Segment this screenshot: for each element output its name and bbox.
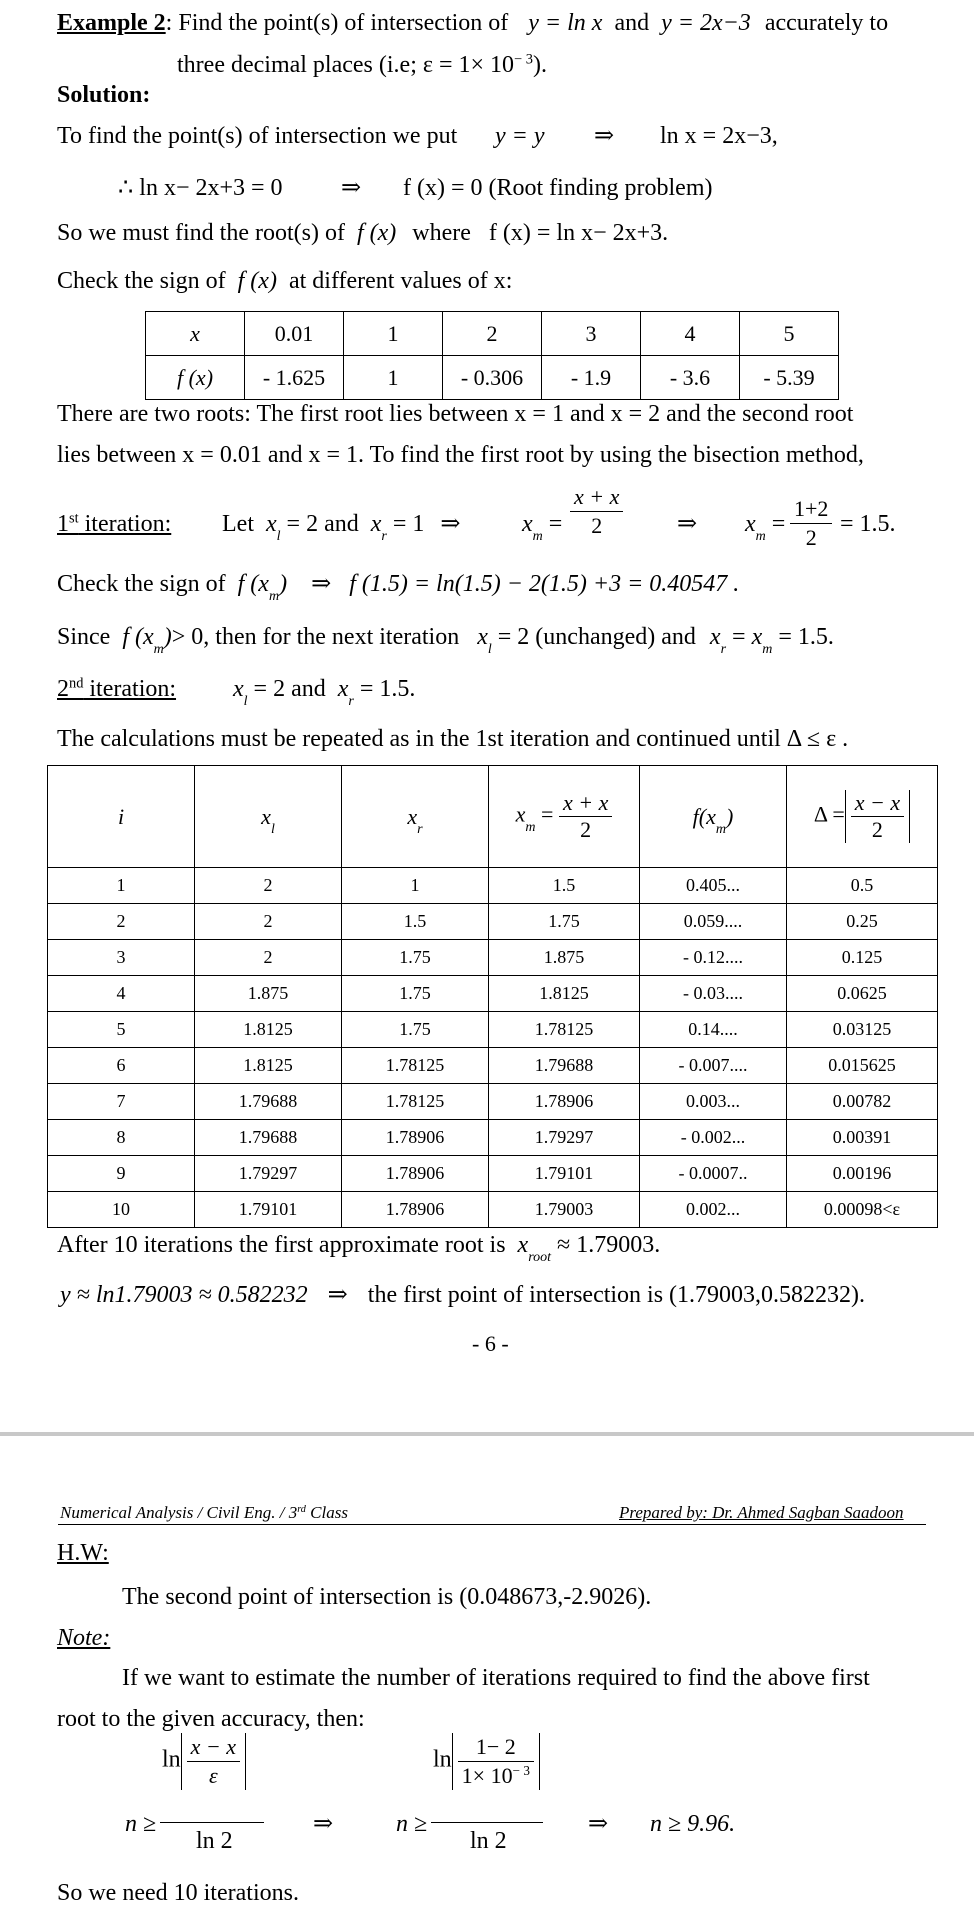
- cell-delta: 0.00782: [787, 1084, 938, 1120]
- cell-xl: 1.79297: [195, 1156, 342, 1192]
- implies-1: ⇒: [594, 123, 615, 149]
- cell-fxm: - 0.0007..: [640, 1156, 787, 1192]
- two-roots-line-2: lies between x = 0.01 and x = 1. To find the first root by using the bisection method,: [57, 442, 864, 468]
- sign-table-cell: - 3.6: [641, 356, 740, 400]
- bisection-table-header: [48, 766, 938, 868]
- calculations-repeat: The calculations must be repeated as in the 1st iteration and continued until Δ ≤ ε .: [57, 726, 849, 752]
- second-iteration-label: 2nd iteration:: [57, 675, 177, 702]
- therefore-line: ∴ ln x− 2x+3 = 0: [118, 175, 283, 201]
- hw-text: The second point of intersection is (0.048673,-2.9026).: [122, 1584, 652, 1610]
- cell-xr: 1.78125: [342, 1048, 489, 1084]
- cell-xr: 1.78906: [342, 1120, 489, 1156]
- header-xl: $x_l$: [195, 766, 342, 868]
- first-point-line: y ≈ ln1.79003 ≈ 0.582232 ⇒ the first point of intersection is (1.79003,0.582232).: [60, 1282, 866, 1308]
- intersection-setup: To find the point(s) of intersection we put: [57, 123, 458, 149]
- table-row: [48, 1192, 938, 1228]
- two-roots-line-1: There are two roots: The first root lies between x = 1 and x = 2 and the second root: [57, 401, 854, 427]
- hw-label: H.W:: [57, 1540, 109, 1566]
- cell-fxm: - 0.12....: [640, 940, 787, 976]
- cell-delta: 0.00196: [787, 1156, 938, 1192]
- xm-value-symbol: $x_m$ =: [745, 511, 786, 544]
- sign-table-cell: 1: [344, 312, 443, 356]
- header-xr: $x_r$: [342, 766, 489, 868]
- cell-xm: 1.78906: [489, 1084, 640, 1120]
- cell-xm: 1.75: [489, 904, 640, 940]
- sign-table-label: f (x): [146, 356, 245, 400]
- cell-xr: 1.78906: [342, 1156, 489, 1192]
- cell-xm: 1.8125: [489, 976, 640, 1012]
- cell-delta: 0.125: [787, 940, 938, 976]
- cell-xl: 2: [195, 868, 342, 904]
- cell-i: 9: [48, 1156, 195, 1192]
- cell-i: 8: [48, 1120, 195, 1156]
- cell-xr: 1: [342, 868, 489, 904]
- implies-4: ⇒: [313, 1811, 334, 1837]
- y1-eq-y2: y = y: [495, 123, 545, 149]
- cell-xm: 1.79297: [489, 1120, 640, 1156]
- header-delta: Δ = $\frac{x - x}{2}$: [787, 766, 938, 868]
- cell-xr: 1.78125: [342, 1084, 489, 1120]
- solution-label: Solution:: [57, 82, 151, 108]
- sign-table-cell: - 1.9: [542, 356, 641, 400]
- sign-table-cell: 3: [542, 312, 641, 356]
- lnx-eq: ln x = 2x−3,: [660, 123, 778, 149]
- implies-3: ⇒: [677, 511, 698, 537]
- ln-abs-1: ln $\frac{x - x}{\varepsilon}$: [162, 1733, 246, 1790]
- cell-xr: 1.5: [342, 904, 489, 940]
- cell-delta: 0.00391: [787, 1120, 938, 1156]
- cell-i: 4: [48, 976, 195, 1012]
- fraction-bar-2: [431, 1822, 543, 1823]
- sign-table-cell: 5: [740, 312, 839, 356]
- cell-xm: 1.875: [489, 940, 640, 976]
- note-text-1: If we want to estimate the number of iterations required to find the above first: [122, 1665, 870, 1691]
- cell-xr: 1.75: [342, 1012, 489, 1048]
- cell-xm: 1.78125: [489, 1012, 640, 1048]
- sign-table-row-x: [146, 312, 839, 356]
- cell-i: 6: [48, 1048, 195, 1084]
- cell-xl: 2: [195, 904, 342, 940]
- cell-xr: 1.78906: [342, 1192, 489, 1228]
- sign-table: [145, 311, 839, 400]
- implies-2: ⇒: [341, 175, 362, 201]
- cell-fxm: - 0.002...: [640, 1120, 787, 1156]
- cell-i: 7: [48, 1084, 195, 1120]
- table-row: [48, 1048, 938, 1084]
- cell-delta: 0.015625: [787, 1048, 938, 1084]
- cell-xl: 1.8125: [195, 1048, 342, 1084]
- cell-delta: 0.25: [787, 904, 938, 940]
- since-line: Since f $(x_m)> 0$, then for the next iteration $x_l = 2$ (unchanged) and $x_r = x_m = 1.5$.: [57, 624, 834, 657]
- cell-i: 10: [48, 1192, 195, 1228]
- ln-abs-2: ln $\frac{1- 2}{1\times 10^{- 3}}$: [433, 1733, 540, 1790]
- sign-table-label: x: [146, 312, 245, 356]
- table-row: [48, 940, 938, 976]
- cell-fxm: - 0.03....: [640, 976, 787, 1012]
- fraction-bar-1: [160, 1822, 264, 1823]
- sign-table-cell: 1: [344, 356, 443, 400]
- cell-xr: 1.75: [342, 976, 489, 1012]
- cell-i: 1: [48, 868, 195, 904]
- check-sign-line: Check the sign of f (x) at different values of x:: [57, 268, 513, 294]
- cell-i: 5: [48, 1012, 195, 1048]
- cell-xm: 1.79101: [489, 1156, 640, 1192]
- table-row: [48, 1120, 938, 1156]
- cell-xm: 1.79003: [489, 1192, 640, 1228]
- cell-delta: 0.00098<ε: [787, 1192, 938, 1228]
- table-row: [48, 1012, 938, 1048]
- xm-symbol: $x_m$ =: [522, 511, 563, 544]
- sign-table-cell: - 5.39: [740, 356, 839, 400]
- fx-eq-0: f (x) = 0 (Root finding problem): [403, 175, 713, 201]
- cell-xl: 1.8125: [195, 1012, 342, 1048]
- sign-table-cell: 4: [641, 312, 740, 356]
- n-ge-1: n ≥: [125, 1811, 157, 1837]
- cell-fxm: 0.003...: [640, 1084, 787, 1120]
- xm-formula: $\frac{x + x}{2}$: [570, 483, 623, 540]
- header-left: Numerical Analysis / Civil Eng. / 3rd Class: [60, 1503, 348, 1522]
- cell-xl: 2: [195, 940, 342, 976]
- note-label: Note:: [57, 1625, 111, 1651]
- xm-value-result: = 1.5.: [840, 511, 896, 537]
- table-row: [48, 868, 938, 904]
- ln2-1: ln 2: [196, 1828, 233, 1854]
- table-row: [48, 1156, 938, 1192]
- cell-i: 2: [48, 904, 195, 940]
- cell-xr: 1.75: [342, 940, 489, 976]
- xm-value-fraction: $\frac{1+2}{2}$: [790, 495, 832, 552]
- sign-table-cell: 0.01: [245, 312, 344, 356]
- need-iterations: So we need 10 iterations.: [57, 1880, 299, 1906]
- cell-fxm: 0.14....: [640, 1012, 787, 1048]
- cell-xl: 1.79101: [195, 1192, 342, 1228]
- table-row: [48, 976, 938, 1012]
- example-heading: Example 2: Find the point(s) of intersection of y = ln x and y = 2x−3 accurately to: [57, 10, 889, 36]
- sign-table-cell: - 0.306: [443, 356, 542, 400]
- first-iteration-label: 1st iteration:: [57, 510, 172, 537]
- cell-fxm: 0.002...: [640, 1192, 787, 1228]
- header-i: i: [48, 766, 195, 868]
- page-7: [0, 1436, 974, 1920]
- n-ge-2: n ≥: [396, 1811, 428, 1837]
- header-fxm: $f(x_m)$: [640, 766, 787, 868]
- after-iterations: After 10 iterations the first approximate root is $x_{root} \approx 1.79003$.: [57, 1232, 661, 1265]
- second-iteration-values: $x_l = 2$ and $x_r = 1.5$.: [233, 676, 416, 709]
- header-rule: [58, 1524, 926, 1525]
- so-we-must: So we must find the root(s) of f (x) where f (x) = ln x− 2x+3.: [57, 220, 669, 246]
- header-xm: $x_m$ = $\frac{x + x}{2}$: [489, 766, 640, 868]
- cell-delta: 0.0625: [787, 976, 938, 1012]
- cell-xm: 1.5: [489, 868, 640, 904]
- bisection-table: [47, 765, 938, 1228]
- first-iteration-let: Let $x_l = 2$ and $x_r = 1$ ⇒: [222, 511, 461, 544]
- cell-delta: 0.03125: [787, 1012, 938, 1048]
- cell-xm: 1.79688: [489, 1048, 640, 1084]
- header-right: Prepared by: Dr. Ahmed Sagban Saadoon: [619, 1503, 904, 1522]
- cell-fxm: - 0.007....: [640, 1048, 787, 1084]
- sign-table-cell: - 1.625: [245, 356, 344, 400]
- accuracy-line: three decimal places (i.e; $\varepsilon = 1\times 10^{- 3}$).: [177, 51, 547, 78]
- cell-fxm: 0.405...: [640, 868, 787, 904]
- implies-5: ⇒: [588, 1811, 609, 1837]
- check-sign-xm: Check the sign of f $(x_m)$ ⇒ f (1.5) = ln(1.5) − 2(1.5) +3 = 0.40547 .: [57, 571, 740, 604]
- note-text-2: root to the given accuracy, then:: [57, 1706, 365, 1732]
- table-row: [48, 904, 938, 940]
- table-row: [48, 1084, 938, 1120]
- sign-table-row-fx: [146, 356, 839, 400]
- cell-xl: 1.875: [195, 976, 342, 1012]
- cell-xl: 1.79688: [195, 1084, 342, 1120]
- cell-i: 3: [48, 940, 195, 976]
- ln2-2: ln 2: [470, 1828, 507, 1854]
- page-number: - 6 -: [472, 1331, 509, 1356]
- cell-fxm: 0.059....: [640, 904, 787, 940]
- sign-table-cell: 2: [443, 312, 542, 356]
- n-result: n ≥ 9.96.: [650, 1811, 736, 1837]
- cell-delta: 0.5: [787, 868, 938, 904]
- cell-xl: 1.79688: [195, 1120, 342, 1156]
